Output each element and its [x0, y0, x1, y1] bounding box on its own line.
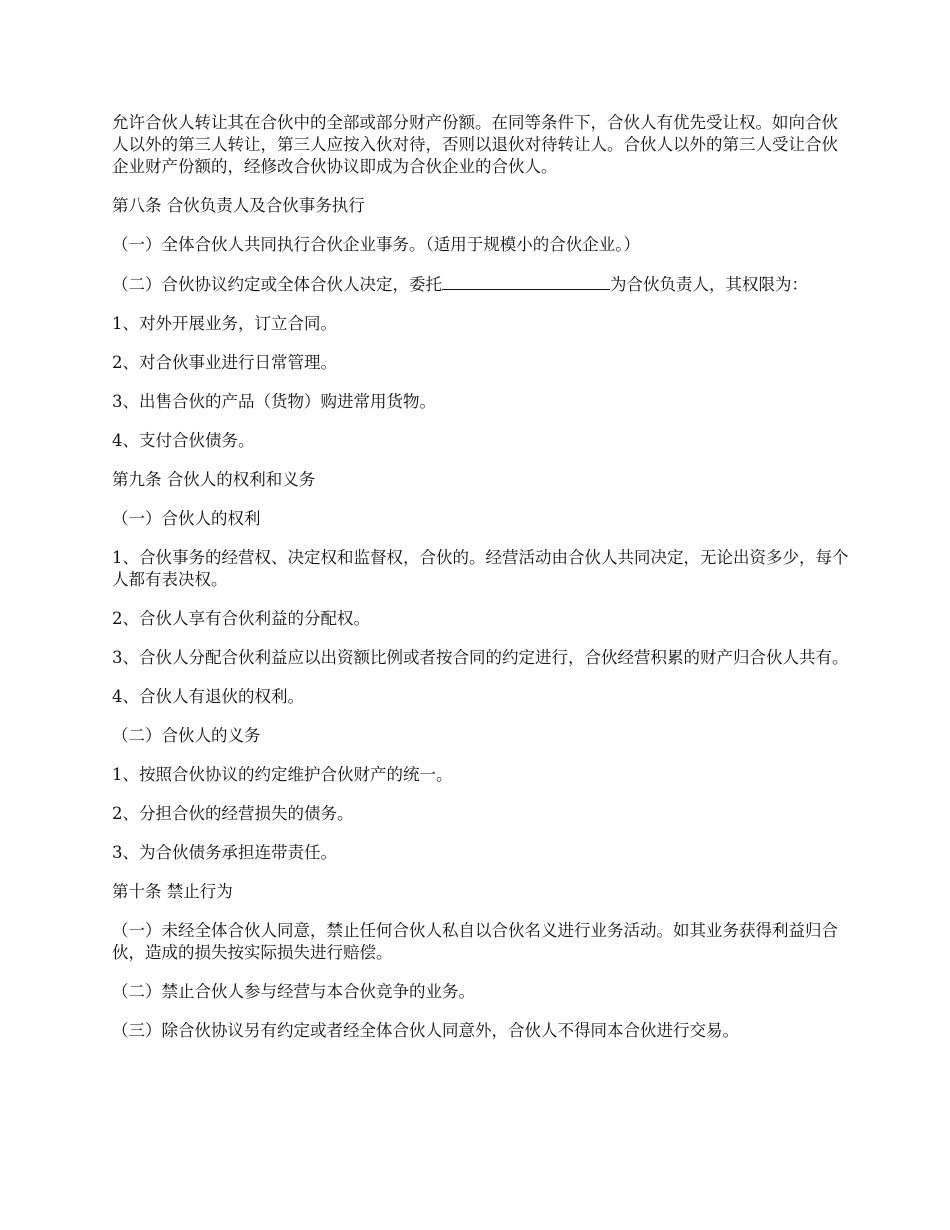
article-8-clause-2	[112, 273, 852, 296]
transfer-paragraph: 允许合伙人转让其在合伙中的全部或部分财产份额。在同等条件下，合伙人有优先受让权。如向合伙人以外的第三人转让，第三人应按入伙对待，否则以退伙对待转让人。合伙人以外的第三人受让合伙企业财产份额的，经修改合伙协议即成为合伙企业的合伙人。	[112, 113, 838, 176]
article-10-title: 第十条 禁止行为	[112, 882, 233, 901]
article-9-duty-2: 2、分担合伙的经营损失的债务。	[112, 804, 354, 823]
article-9-duty-3: 3、为合伙债务承担连带责任。	[112, 843, 337, 862]
article-10-clause-2: （二）禁止合伙人参与经营与本合伙竞争的业务。	[112, 982, 475, 1001]
article-9-right-3: 3、合伙人分配合伙利益应以出资额比例或者按合同的约定进行，合伙经营积累的财产归合伙人共有。	[112, 648, 849, 667]
responsible-person-blank	[442, 273, 610, 290]
article-8-clause-1: （一）全体合伙人共同执行合伙企业事务。（适用于规模小的合伙企业。）	[112, 235, 640, 254]
article-8-item-4: 4、支付合伙债务。	[112, 431, 255, 450]
clause-2-text-after: 为合伙负责人，其权限为：	[610, 275, 808, 294]
article-9-right-4: 4、合伙人有退伙的权利。	[112, 687, 304, 706]
article-8-item-3: 3、出售合伙的产品（货物）购进常用货物。	[112, 392, 436, 411]
article-8-item-1: 1、对外开展业务，订立合同。	[112, 314, 337, 333]
clause-2-text-before: （二）合伙协议约定或全体合伙人决定，委托	[112, 275, 442, 294]
article-9-title: 第九条 合伙人的权利和义务	[112, 470, 316, 489]
article-9-duty-1: 1、按照合伙协议的约定维护合伙财产的统一。	[112, 765, 453, 784]
article-10-clause-3: （三）除合伙协议另有约定或者经全体合伙人同意外，合伙人不得同本合伙进行交易。	[112, 1021, 739, 1040]
article-8-title: 第八条 合伙负责人及合伙事务执行	[112, 196, 365, 215]
article-9-right-1: 1、合伙事务的经营权、决定权和监督权，合伙的。经营活动由合伙人共同决定，无论出资多少，每个人都有表决权。	[112, 548, 849, 589]
article-9-duties-title: （二）合伙人的义务	[112, 726, 261, 745]
article-9-rights-title: （一）合伙人的权利	[112, 509, 261, 528]
article-9-right-2: 2、合伙人享有合伙利益的分配权。	[112, 609, 370, 628]
document-page	[112, 112, 852, 1059]
article-10-clause-1: （一）未经全体合伙人同意，禁止任何合伙人私自以合伙名义进行业务活动。如其业务获得利益归合伙，造成的损失按实际损失进行赔偿。	[112, 921, 838, 962]
article-8-item-2: 2、对合伙事业进行日常管理。	[112, 353, 337, 372]
